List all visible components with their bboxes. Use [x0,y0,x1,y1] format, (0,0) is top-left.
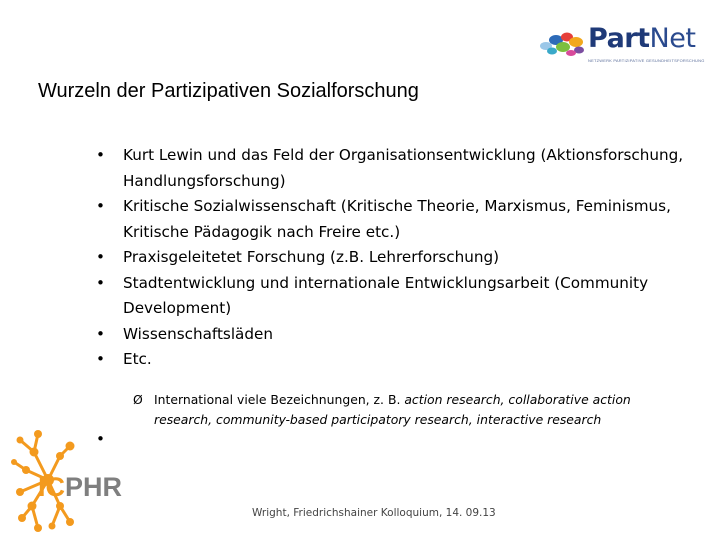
bullet-item [96,322,696,348]
icphr-logo [8,418,143,540]
bullet-text: Praxisgeleitetet Forschung (z.B. Lehrerforschung) [123,248,500,266]
bullet-dot: • [96,146,105,164]
bullet-dot: • [96,350,105,368]
sub-point-text [133,390,673,430]
sub-point-examples: action research, collaborative action research, community-based participatory research, interactive research [154,392,631,427]
bullet-item [96,271,696,322]
bullet-text: Kurt Lewin und das Feld der Organisationsentwicklung (Aktionsforschung, Handlungsforschung) [123,146,684,190]
partnet-logo [536,22,705,70]
sub-point [133,390,673,430]
bullet-item [96,194,696,245]
bullet-item [96,347,696,373]
slide-footer: Wright, Friedrichshainer Kolloquium, 14. 09.13 [252,507,496,519]
bullet-text: Stadtentwicklung und internationale Entwicklungsarbeit (Community Development) [123,273,649,317]
partnet-wordmark-part: Part [588,23,650,54]
bullet-text: Kritische Sozialwissenschaft (Kritische Theorie, Marxismus, Feminismus, Kritische Pädagogik nach Freire etc.) [123,197,671,241]
bullet-dot: • [96,248,105,266]
bullet-text: Wissenschaftsläden [123,324,273,343]
sub-point-lead: International viele Bezeichnungen, z. B. [154,392,405,407]
partnet-wordmark-net: Net [649,23,696,54]
bullet-item [96,143,696,194]
icphr-logo-text: ICPHR [38,472,123,502]
bullet-item [96,245,696,271]
arrow-bullet-icon: Ø [133,392,143,407]
bullet-text: Etc. [123,350,152,368]
bullet-list [96,143,696,373]
bullet-dot: • [96,197,105,215]
empty-bullet: • [96,430,105,448]
slide-title: Wurzeln der Partizipativen Sozialforschung [38,80,419,102]
bullet-dot: • [96,273,105,292]
bullet-dot: • [96,324,105,343]
partnet-bubbles-icon [536,26,588,60]
partnet-wordmark [588,22,695,56]
partnet-tagline: NETZWERK PARTIZIPATIVE GESUNDHEITSFORSCHUNG [588,58,705,63]
